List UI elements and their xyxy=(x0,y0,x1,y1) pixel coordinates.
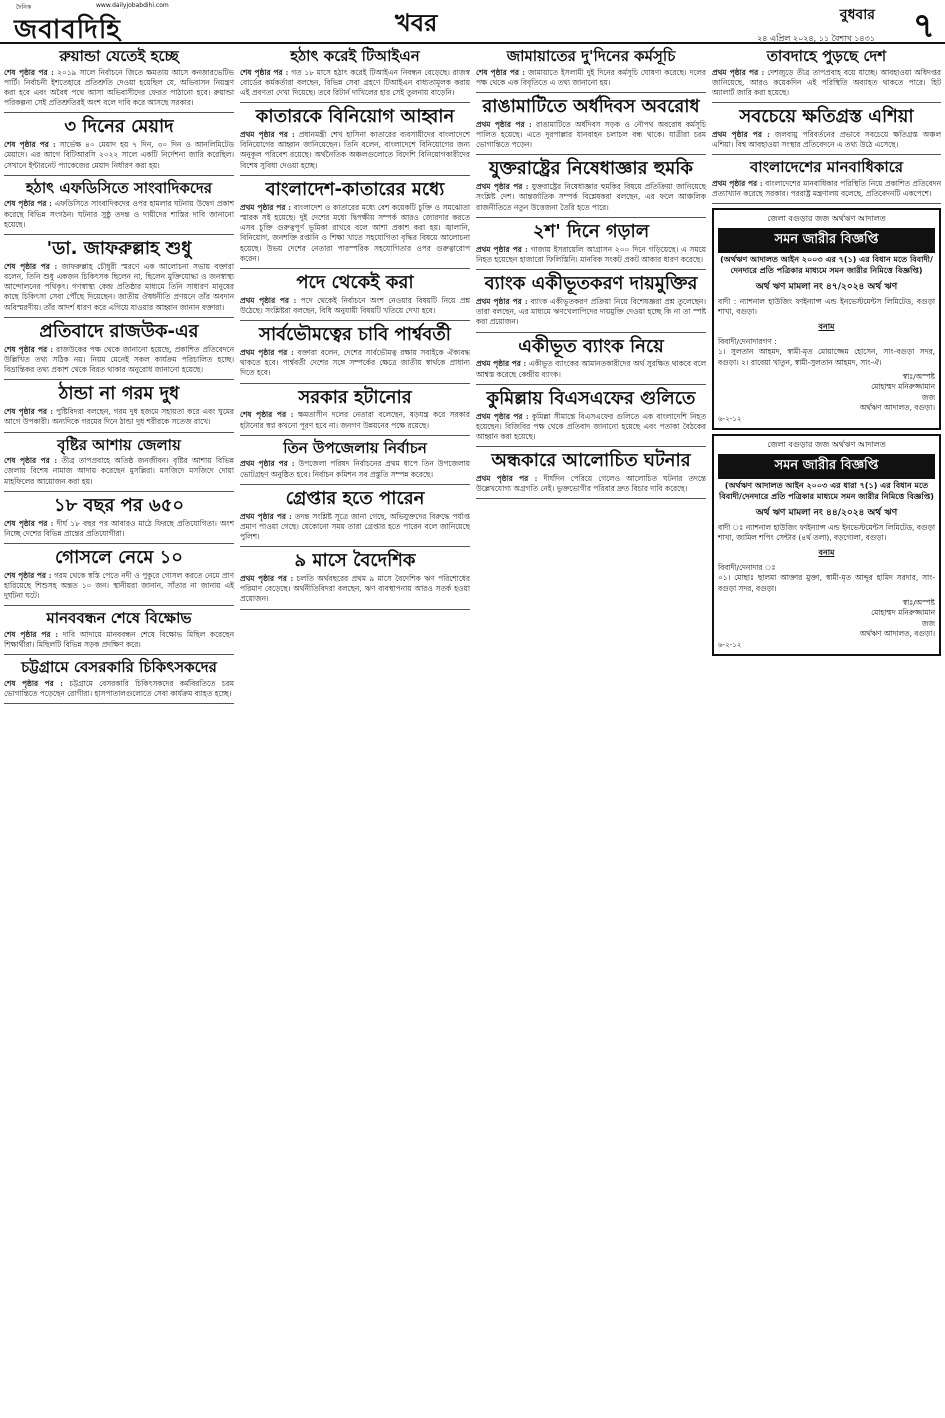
article-text: দাবি আদায়ে মানববন্ধন শেষে বিক্ষোভ মিছিল করেছেন শিক্ষার্থীরা। মিছিলটি বিভিন্ন সড়ক প্রদক্ষিণ করে। xyxy=(4,629,234,650)
article-text: জামায়াতে ইসলামী দুই দিনের কর্মসূচি ঘোষণা করেছে। দলের পক্ষ থেকে এক বিবৃতিতে এ তথ্য জানানো হয়। xyxy=(476,67,706,87)
article-headline[interactable]: বাংলাদেশের মানবাধিকারে xyxy=(749,158,904,177)
signature-line: অর্থঋণ আদালত, বগুড়া। xyxy=(859,402,935,412)
notice-case-number: অর্থ ঋণ মামলা নং ৪৭/২০২৪ অর্থ ঋণ xyxy=(755,282,898,293)
article-text: কুমিল্লা সীমান্তে বিএসএফের গুলিতে এক বাংলাদেশি নিহত হয়েছেন। বিজিবির পক্ষ থেকে প্রতিবাদ জানানো হয়েছে এবং পতাকা বৈঠকের আহ্বান করা হয়েছে। xyxy=(476,411,706,441)
article-body xyxy=(240,130,470,171)
news-article[interactable] xyxy=(4,659,234,704)
divider xyxy=(476,217,706,218)
article-lead: শেষ পৃষ্ঠার পর : xyxy=(4,678,64,688)
article-body xyxy=(476,68,706,88)
article-headline[interactable]: বৃষ্টির আশায় জেলায় xyxy=(57,435,181,454)
article-body xyxy=(4,262,234,313)
article-text: বাংলাদেশ ও কাতারের মধ্যে বেশ কয়েকটি চুক্তি ও সমঝোতা স্মারক সই হয়েছে। দুই দেশের মধ্যে দ্বিপক্ষীয় সম্পর্ক আরও জোরদার করতে এসব চুক্তি গুরুত্বপূর্ণ ভূমিকা রাখবে বলে আশা প্রকাশ করা হয়। জ্বালানি, বিনিয়োগ, জনশক্তি রপ্তানি ও শিক্ষা খাতে সহযোগিতা বৃদ্ধির বিষয়ে আলোচনা হয়েছে। উভয় দেশের নেতারা পারস্পরিক সহযোগিতার ওপর গুরুত্বারোপ করেন। xyxy=(240,202,470,263)
article-body xyxy=(4,571,234,602)
article-headline[interactable]: হঠাৎ এফডিসিতে সাংবাদিকদের xyxy=(25,178,213,197)
column-1 xyxy=(4,46,234,708)
article-lead: শেষ পৃষ্ঠার পর : xyxy=(4,570,52,580)
article-lead: প্রথম পৃষ্ঠার পর : xyxy=(476,296,528,306)
article-text: চট্টগ্রামে বেসরকারি চিকিৎসকদের কর্মবিরতিতে চরম ভোগান্তিতে পড়েছেন রোগীরা। হাসপাতালগুলোতে সেবা কার্যক্রম ব্যাহত হচ্ছে। xyxy=(4,678,234,699)
article-text: ক্ষমতাসীন দলের নেতারা বলেছেন, ষড়যন্ত্র করে সরকার হটানোর স্বপ্ন কখনো পূরণ হবে না। জনগণ উন্নয়নের পক্ষে রয়েছে। xyxy=(240,410,470,430)
news-article[interactable] xyxy=(240,489,470,547)
article-body xyxy=(476,297,706,328)
notice-versus: বনাম xyxy=(818,547,835,557)
article-text: গত ১৮ মাসে হঠাৎ করেই টিআইএন নিবন্ধন বেড়েছে। রাজস্ব বোর্ডের কর্মকর্তারা বলছেন, বিভিন্ন সেবা গ্রহণে টিআইএন বাধ্যতামূলক করায় এই প্রবণতা দেখা দিয়েছে। তবে রিটার্ন দাখিলের হার সেই তুলনায় বাড়েনি। xyxy=(240,67,470,97)
news-article[interactable] xyxy=(4,548,234,606)
notice-court: জেলা বগুড়ার জজ অর্থঋণ আদালত xyxy=(767,214,886,224)
article-text: সার্ভেক্ষ ৪০ মেয়াদ হয় ৭ দিন, ৩০ দিন ও আনলিমিটেড মেয়াদে। এর আগে বিটিআরসি ২০২২ সালে একটি নির্দেশনা জারি করেছিল। সেখানে ইন্টারনেট প্যাকেজের মেয়াদ নির্ধারণ করা হয়। xyxy=(4,140,234,170)
notice-reference: ৬-২-১২ xyxy=(718,415,742,424)
article-headline[interactable]: সরকার হটানোর xyxy=(298,386,412,408)
notice-defendants: ১। সুলতান আহমদ, স্বামী-মৃত মোয়াজ্জেম হোসেন, সাং-বগুড়া সদর, বগুড়া। ২। রাবেয়া খাতুন, স্বামী-সুলতান আহমদ, সাং-ঐ। xyxy=(718,347,935,367)
notice-subtitle: (অর্থঋণ আদালত আইন ২০০৩ এর ধারা ৭(১) এর বিধান মতে বিবাদী/দেনদারে প্রতি পত্রিকার মাধ্যমে সমন জারীর নিমিত্তে বিজ্ঞপ্তি) xyxy=(719,481,934,501)
divider xyxy=(4,379,234,380)
article-body xyxy=(712,68,941,99)
article-text: গাজায় ইসরায়েলি আগ্রাসন ২০০ দিনে গড়িয়েছে। এ সময়ে নিহত হয়েছেন হাজারো ফিলিস্তিনি। মানবিক সংকট প্রকট আকার ধারণ করেছে। xyxy=(476,244,706,264)
article-headline[interactable]: যুক্তরাষ্ট্রের নিষেধাজ্ঞার হুমকি xyxy=(488,158,694,180)
article-lead: প্রথম পৃষ্ঠার পর : xyxy=(712,178,763,188)
news-article[interactable] xyxy=(476,222,706,270)
notice-title: সমন জারীর বিজ্ঞপ্তি xyxy=(718,228,935,253)
divider xyxy=(476,332,706,333)
signature-line: জজ xyxy=(921,618,935,628)
article-text: বাংলাদেশের মানবাধিকার পরিস্থিতি নিয়ে প্রকাশিত প্রতিবেদন প্রত্যাখ্যান করেছে সরকার। পররাষ্ট্র মন্ত্রণালয় বলেছে, প্রতিবেদনটি একপেশে। xyxy=(712,178,941,199)
date-line: ২৪ এপ্রিল ২০২৪, ১১ বৈশাখ ১৪৩১ xyxy=(757,34,875,43)
divider xyxy=(476,154,706,155)
notice-subtitle: (অর্থঋণ আদালত আইন ২০০৩ এর ৭(১) এর বিধান মতে বিবাদী/দেনদারে প্রতি পত্রিকার মাধ্যমে সমন জারীর নিমিত্তে বিজ্ঞপ্তি) xyxy=(720,255,933,275)
column-2 xyxy=(240,46,470,614)
article-body xyxy=(4,630,234,650)
article-text: প্রধানমন্ত্রী শেখ হাসিনা কাতারের ব্যবসায়ীদের বাংলাদেশে বিনিয়োগের আহ্বান জানিয়েছেন। তিনি বলেন, বাংলাদেশে বিনিয়োগের জন্য অনুকূল পরিবেশ রয়েছে। অর্থনৈতিক অঞ্চলগুলোতে বিদেশি বিনিয়োগকারীদের বিশেষ সুবিধা দেওয়া হচ্ছে। xyxy=(240,129,470,170)
signature-line: মোহাম্মদ মনিরুজ্জামান xyxy=(871,382,935,392)
logo-wordmark: জবাবদিহি xyxy=(14,15,121,45)
news-article[interactable] xyxy=(240,551,470,609)
divider xyxy=(4,175,234,176)
news-article[interactable] xyxy=(4,322,234,380)
article-headline[interactable]: জামায়াতের দু'দিনের কর্মসূচি xyxy=(506,47,676,65)
article-body xyxy=(240,203,470,264)
divider xyxy=(4,703,234,704)
divider xyxy=(240,546,470,547)
news-article[interactable] xyxy=(712,107,941,155)
article-headline[interactable]: পদে থেকেই করা xyxy=(296,271,414,293)
article-headline[interactable]: 'ডা. জাফরুল্লাহ শুধু xyxy=(46,237,192,259)
court-notice xyxy=(712,208,941,430)
article-body xyxy=(4,519,234,539)
signature-line: স্বাঃ/অস্পষ্ট xyxy=(902,371,935,381)
page-number: ৭ xyxy=(912,6,935,46)
article-body xyxy=(476,474,706,494)
news-article[interactable] xyxy=(240,48,470,103)
article-text: একীভূত ব্যাংকের আমানতকারীদের অর্থ সুরক্ষিত থাকবে বলে আশ্বস্ত করেছে কেন্দ্রীয় ব্যাংক। xyxy=(476,359,706,379)
news-article[interactable] xyxy=(4,180,234,235)
article-text: জাফরুল্লাহ চৌধুরী স্মরণে এক আলোচনা সভায় বক্তারা বলেন, তিনি শুধু একজন চিকিৎসক ছিলেন না, ছিলেন মুক্তিযোদ্ধা ও জনস্বাস্থ্য আন্দোলনের পথিকৃৎ। গণস্বাস্থ্য কেন্দ্র প্রতিষ্ঠার মাধ্যমে তিনি সাধারণ মানুষের কাছে চিকিৎসা সেবা পৌঁছে দিয়েছেন। জাতীয় ঔষধনীতি প্রণয়নে তাঁর অবদান অবিস্মরণীয়। তাঁর আদর্শ ধারণ করে এগিয়ে যাওয়ার আহ্বান জানান বক্তারা। xyxy=(4,261,234,312)
news-article[interactable] xyxy=(476,97,706,155)
article-lead: প্রথম পৃষ্ঠার পর : xyxy=(476,474,538,484)
news-article[interactable] xyxy=(4,437,234,492)
signature-line: মোহাম্মদ মনিরুজ্জামান xyxy=(871,608,935,618)
article-body xyxy=(4,140,234,171)
notice-case-number: অর্থ ঋণ মামলা নং ৪৪/২০২৪ অর্থ ঋণ xyxy=(755,508,898,519)
signature-line: অর্থঋণ আদালত, বগুড়া। xyxy=(859,629,935,638)
article-body xyxy=(240,512,470,543)
article-text: পুষ্টিবিদরা বলছেন, গরম দুধ হজমে সহায়তা করে এবং ঘুমের আগে উপকারী। অন্যদিকে গরমের দিনে ঠান্ডা দুধ শরীরকে সতেজ রাখে। xyxy=(4,407,234,427)
notice-court: জেলা বগুড়ার জজ অর্থঋণ আদালত xyxy=(767,440,886,450)
article-lead: প্রথম পৃষ্ঠার পর : xyxy=(476,359,527,369)
notice-title: সমন জারীর বিজ্ঞপ্তি xyxy=(718,454,935,479)
article-body xyxy=(476,245,706,265)
divider xyxy=(476,446,706,447)
news-article[interactable] xyxy=(240,325,470,383)
divider xyxy=(240,609,470,610)
divider xyxy=(712,102,941,103)
article-text: যুক্তরাষ্ট্রের নিষেধাজ্ঞার হুমকির বিষয়ে প্রতিক্রিয়া জানিয়েছে সংশ্লিষ্ট দেশ। আন্তর্জাতিক সম্পর্ক বিশ্লেষকরা বলছেন, এর ফলে আঞ্চলিক রাজনীতিতে নতুন উত্তেজনা তৈরি হতে পারে। xyxy=(476,182,706,212)
news-article[interactable] xyxy=(4,117,234,175)
notice-plaintiff: বাদী : ন্যাশনাল হাউজিং ফাইন্যান্স এন্ড ইনভেস্টমেন্টস লিমিটেড, বগুড়া শাখা, বগুড়া। xyxy=(718,297,935,317)
divider xyxy=(240,484,470,485)
divider xyxy=(4,112,234,113)
article-body xyxy=(4,68,234,109)
news-article[interactable] xyxy=(476,389,706,447)
news-article[interactable] xyxy=(4,610,234,655)
divider xyxy=(240,268,470,269)
divider xyxy=(4,605,234,606)
article-headline[interactable]: গ্রেপ্তার হতে পারেন xyxy=(285,487,425,509)
article-body xyxy=(712,130,941,150)
article-headline[interactable]: ৯ মাসে বৈদেশিক xyxy=(294,550,416,572)
notice-plaintiff: বাদী ঃ ন্যাশনাল হাউজিং ফাইন্যান্স এন্ড ইনভেস্টমেন্টস লিমিটেড, বগুড়া শাখা, জামিল শপিং সেন্টার (৪র্থ তলা), বড়গোলা, বগুড়া। xyxy=(718,523,935,543)
news-article[interactable] xyxy=(4,48,234,113)
news-article[interactable] xyxy=(476,159,706,217)
article-headline[interactable]: গোসলে নেমে ১০ xyxy=(54,546,184,568)
news-article[interactable] xyxy=(240,180,470,269)
divider xyxy=(712,154,941,155)
article-headline[interactable]: ২শ' দিনে গড়াল xyxy=(532,220,650,242)
news-article[interactable] xyxy=(240,107,470,176)
article-headline[interactable]: রাঙামাটিতে অর্ধদিবস অবরোধ xyxy=(482,95,700,117)
article-lead: শেষ পৃষ্ঠার পর : xyxy=(4,407,53,417)
article-lead: প্রথম পৃষ্ঠার পর : xyxy=(240,574,294,584)
news-article[interactable] xyxy=(476,274,706,332)
article-headline[interactable]: রুয়ান্ডা যেতেই হচ্ছে xyxy=(59,47,179,65)
article-lead: প্রথম পৃষ্ঠার পর : xyxy=(240,129,295,139)
article-headline[interactable]: হঠাৎ করেই টিআইএন xyxy=(290,47,420,65)
article-body xyxy=(240,348,470,379)
news-article[interactable] xyxy=(476,337,706,385)
article-text: চলতি অর্থবছরের প্রথম ৯ মাসে বৈদেশিক ঋণ পরিশোধের পরিমাণ বেড়েছে। অর্থনীতিবিদরা বলছেন, ঋণ ব্যবস্থাপনায় আরও সতর্ক হওয়া প্রয়োজন। xyxy=(240,574,470,604)
article-text: জলবায়ু পরিবর্তনের প্রভাবে সবচেয়ে ক্ষতিগ্রস্ত অঞ্চল এশিয়া। বিশ্ব আবহাওয়া সংস্থার প্রতিবেদনে এ তথ্য উঠে এসেছে। xyxy=(712,129,941,150)
divider xyxy=(476,498,706,499)
article-body xyxy=(4,345,234,376)
notice-defendants-heading: বিবাদী/দেনাদারগণ : xyxy=(718,336,777,346)
article-lead: শেষ পৃষ্ঠার পর : xyxy=(4,67,54,77)
article-body xyxy=(240,410,470,430)
article-lead: শেষ পৃষ্ঠার পর : xyxy=(240,410,294,420)
article-lead: প্রথম পৃষ্ঠার পর : xyxy=(240,347,294,357)
article-text: এফডিসিতে সাংবাদিকদের ওপর হামলার ঘটনায় উদ্বেগ প্রকাশ করেছে বিভিন্ন সংগঠন। ঘটনার সুষ্ঠু তদন্ত ও দায়ীদের শাস্তির দাবি জানানো হয়েছে। xyxy=(4,199,234,229)
article-headline[interactable]: সার্বভৌমত্বের চাবি পার্শ্ববর্তী xyxy=(259,324,451,346)
article-body xyxy=(476,412,706,443)
article-lead: প্রথম পৃষ্ঠার পর : xyxy=(712,129,770,139)
divider xyxy=(4,432,234,433)
article-headline[interactable]: একীভূত ব্যাংক নিয়ে xyxy=(518,335,664,357)
article-text: ব্যাংক একীভূতকরণ প্রক্রিয়া নিয়ে বিশেষজ্ঞরা প্রশ্ন তুলেছেন। তারা বলছেন, এর মাধ্যমে ঋণখেলাপিদের দায়মুক্তি দেওয়া হচ্ছে কি না তা স্পষ্ট করা প্রয়োজন। xyxy=(476,296,706,327)
notice-versus: বনাম xyxy=(818,321,835,331)
article-text: দীর্ঘদিন পেরিয়ে গেলেও আলোচিত ঘটনার তদন্তে উল্লেখযোগ্য অগ্রগতি নেই। ভুক্তভোগীর পরিবার দ্রুত বিচার দাবি করেছে। xyxy=(476,474,706,494)
notice-reference: ৬-২-১২ xyxy=(718,641,742,650)
article-lead: শেষ পৃষ্ঠার পর : xyxy=(240,67,289,77)
article-text: দীর্ঘ ১৮ বছর পর আবারও মাঠে ফিরছে প্রতিযোগিতা। অংশ নিচ্ছে দেশের বিভিন্ন প্রান্তের প্রতিযোগীরা। xyxy=(4,518,234,538)
court-notice xyxy=(712,434,941,656)
masthead xyxy=(0,0,945,44)
divider xyxy=(240,435,470,436)
article-headline[interactable]: ব্যাংক একীভূতকরণ দায়মুক্তির xyxy=(484,273,698,295)
article-lead: প্রথম পৃষ্ঠার পর : xyxy=(240,295,297,305)
notice-defendants-heading: বিবাদী/দেনাদার ঃ xyxy=(718,562,776,572)
article-lead: প্রথম পৃষ্ঠার পর : xyxy=(240,202,292,212)
article-headline[interactable]: কুমিল্লায় বিএসএফের গুলিতে xyxy=(486,387,696,409)
article-text: রাঙামাটিতে অর্ধদিবস সড়ক ও নৌপথ অবরোধ কর্মসূচি পালিত হয়েছে। এতে দূরপাল্লার যানবাহন চলাচল বন্ধ থাকে। যাত্রীরা চরম ভোগান্তিতে পড়েন। xyxy=(476,119,706,150)
article-text: উপজেলা পরিষদ নির্বাচনের প্রথম ধাপে তিন উপজেলায় ভোটগ্রহণ অনুষ্ঠিত হবে। নির্বাচন কমিশন সব প্রস্তুতি সম্পন্ন করেছে। xyxy=(240,459,470,479)
logo-website: www.dailyjobabdihi.com xyxy=(96,2,169,9)
article-lead: শেষ পৃষ্ঠার পর : xyxy=(4,261,58,271)
notice-defendants: ০১। মোছাঃ ছালমা আক্তার মুক্তা, স্বামী-মৃত আব্দুর হামিদ সরদার, সাং-বগুড়া সদর, বগুড়া। xyxy=(718,573,935,593)
divider xyxy=(240,320,470,321)
article-lead: শেষ পৃষ্ঠার পর : xyxy=(4,629,59,639)
news-article[interactable] xyxy=(476,451,706,499)
article-lead: প্রথম পৃষ্ঠার পর : xyxy=(240,511,292,521)
article-lead: প্রথম পৃষ্ঠার পর : xyxy=(476,244,528,254)
article-body xyxy=(240,296,470,316)
article-headline[interactable]: প্রতিবাদে রাজউক-এর xyxy=(39,320,199,342)
article-body xyxy=(712,179,941,199)
article-lead: প্রথম পৃষ্ঠার পর : xyxy=(476,182,529,192)
news-article[interactable] xyxy=(712,159,941,204)
article-text: পদে থেকেই নির্বাচনে অংশ নেওয়ার বিষয়টি নিয়ে প্রশ্ন উঠেছে। সংশ্লিষ্টরা বলছেন, বিধি অনুযায়ী বিষয়টি খতিয়ে দেখা হবে। xyxy=(240,295,470,315)
divider xyxy=(4,491,234,492)
article-text: তীব্র তাপপ্রবাহে অতিষ্ঠ জনজীবন। বৃষ্টির আশায় বিভিন্ন জেলায় বিশেষ নামাজ আদায় করেছেন মুসল্লিরা। মসজিদে মসজিদে দোয়া মাহফিলের আয়োজন করা হয়। xyxy=(4,456,234,486)
divider xyxy=(476,269,706,270)
column-4 xyxy=(712,46,941,656)
divider xyxy=(4,317,234,318)
article-body xyxy=(240,574,470,605)
article-body xyxy=(476,182,706,213)
article-text: গরম থেকে স্বস্তি পেতে নদী ও পুকুরে গোসল করতে নেমে প্রাণ হারিয়েছে শিশুসহ অন্তত ১০ জন। স্থানীয়রা জানান, সাঁতার না জানায় এই দুর্ঘটনা ঘটে। xyxy=(4,570,234,601)
signature-line: স্বাঃ/অস্পষ্ট xyxy=(902,597,935,607)
article-headline[interactable]: সবচেয়ে ক্ষতিগ্রস্ত এশিয়া xyxy=(739,106,914,128)
article-lead: প্রথম পৃষ্ঠার পর : xyxy=(240,459,295,469)
column-3 xyxy=(476,46,706,503)
logo-tagline: দৈনিক xyxy=(16,4,32,11)
article-headline[interactable]: চট্টগ্রামে বেসরকারি চিকিৎসকদের xyxy=(21,658,217,677)
news-article[interactable] xyxy=(4,384,234,432)
article-headline[interactable]: তাবদাহে পুড়ছে দেশ xyxy=(766,47,887,65)
section-title: খবর xyxy=(395,9,438,37)
newspaper-logo[interactable] xyxy=(6,2,216,45)
divider xyxy=(4,543,234,544)
notice-signature xyxy=(718,598,935,639)
article-lead: প্রথম পৃষ্ঠার পর : xyxy=(476,119,532,129)
news-article[interactable] xyxy=(240,388,470,436)
date-block xyxy=(757,3,875,46)
article-body xyxy=(476,120,706,151)
article-lead: শেষ পৃষ্ঠার পর : xyxy=(476,67,525,77)
article-lead: শেষ পৃষ্ঠার পর : xyxy=(4,456,58,466)
news-article[interactable] xyxy=(4,239,234,318)
article-headline[interactable]: ৩ দিনের মেয়াদ xyxy=(64,116,174,138)
article-lead: প্রথম পৃষ্ঠার পর : xyxy=(712,67,765,77)
news-article[interactable] xyxy=(712,48,941,103)
article-lead: শেষ পৃষ্ঠার পর : xyxy=(4,199,52,209)
article-headline[interactable]: মানববন্ধন শেষে বিক্ষোভ xyxy=(46,609,192,628)
article-body xyxy=(4,199,234,230)
news-article[interactable] xyxy=(476,48,706,93)
divider xyxy=(712,203,941,204)
article-headline[interactable]: অন্ধকারে আলোচিত ঘটনার xyxy=(491,450,691,472)
divider xyxy=(476,384,706,385)
divider xyxy=(476,92,706,93)
divider xyxy=(4,234,234,235)
article-lead: শেষ পৃষ্ঠার পর : xyxy=(4,518,54,528)
notice-signature xyxy=(718,372,935,413)
article-body xyxy=(4,456,234,487)
divider xyxy=(240,102,470,103)
article-lead: প্রথম পৃষ্ঠার পর : xyxy=(476,411,529,421)
article-text: তদন্ত সংশ্লিষ্ট সূত্রে জানা গেছে, অভিযুক্তদের বিরুদ্ধে পর্যাপ্ত প্রমাণ পাওয়া গেছে। যেকোনো সময় তারা গ্রেপ্তার হতে পারেন বলে জানিয়েছে পুলিশ। xyxy=(240,511,470,542)
article-body xyxy=(4,407,234,427)
article-text: দেশজুড়ে তীব্র তাপপ্রবাহ বয়ে যাচ্ছে। আবহাওয়া অধিদপ্তর জানিয়েছে, আরও কয়েকদিন এই পরিস্থিতি অব্যাহত থাকতে পারে। হিট অ্যালার্ট জারি করা হয়েছে। xyxy=(712,67,941,97)
article-body xyxy=(240,68,470,99)
article-body xyxy=(476,359,706,379)
article-body xyxy=(240,459,470,479)
article-headline[interactable]: কাতারকে বিনিয়োগ আহ্বান xyxy=(255,106,455,128)
news-article[interactable] xyxy=(240,440,470,485)
news-article[interactable] xyxy=(4,496,234,544)
article-lead: শেষ পৃষ্ঠার পর : xyxy=(4,344,53,354)
news-article[interactable] xyxy=(240,273,470,321)
article-headline[interactable]: ১৮ বছর পর ৬৫০ xyxy=(53,494,185,516)
signature-line: জজ xyxy=(921,392,935,402)
divider xyxy=(4,654,234,655)
article-text: বক্তারা বলেন, দেশের সার্বভৌমত্ব রক্ষায় সবাইকে ঐক্যবদ্ধ থাকতে হবে। পার্শ্ববর্তী দেশের সঙ্গে সম্পর্কের ক্ষেত্রে জাতীয় স্বার্থকে প্রাধান্য দিতে হবে। xyxy=(240,347,470,378)
article-headline[interactable]: তিন উপজেলায় নির্বাচন xyxy=(283,438,427,457)
article-lead: শেষ পৃষ্ঠার পর : xyxy=(4,140,56,150)
article-headline[interactable]: ঠান্ডা না গরম দুধ xyxy=(58,383,180,405)
day-name: বুধবার xyxy=(839,7,875,23)
divider xyxy=(240,383,470,384)
article-text: ২০১৯ সালে নির্বাচনে জিতে ক্ষমতায় আসে কনজারভেটিভ পার্টি। নির্বাচনী ইশতেহারে প্রতিশ্রুতি দেওয়া হয়েছিল যে, অভিবাসন নিয়ন্ত্রণ করা হবে এবং অবৈধ পথে আসা অভিবাসীদের ফেরত পাঠানো হবে। রুয়ান্ডা পরিকল্পনা সেই প্রতিশ্রুতিরই অংশ বলে দাবি করে আসছে সরকার। xyxy=(4,67,234,108)
divider xyxy=(240,175,470,176)
article-text: রাজউকের পক্ষ থেকে জানানো হয়েছে, প্রকাশিত প্রতিবেদনে উল্লিখিত তথ্য সঠিক নয়। নিয়ম মেনেই সকল কার্যক্রম পরিচালিত হচ্ছে। বিভ্রান্তিকর তথ্য প্রকাশ থেকে বিরত থাকার অনুরোধ জানানো হয়েছে। xyxy=(4,344,234,375)
article-body xyxy=(4,679,234,699)
article-headline[interactable]: বাংলাদেশ-কাতারের মধ্যে xyxy=(265,178,445,200)
